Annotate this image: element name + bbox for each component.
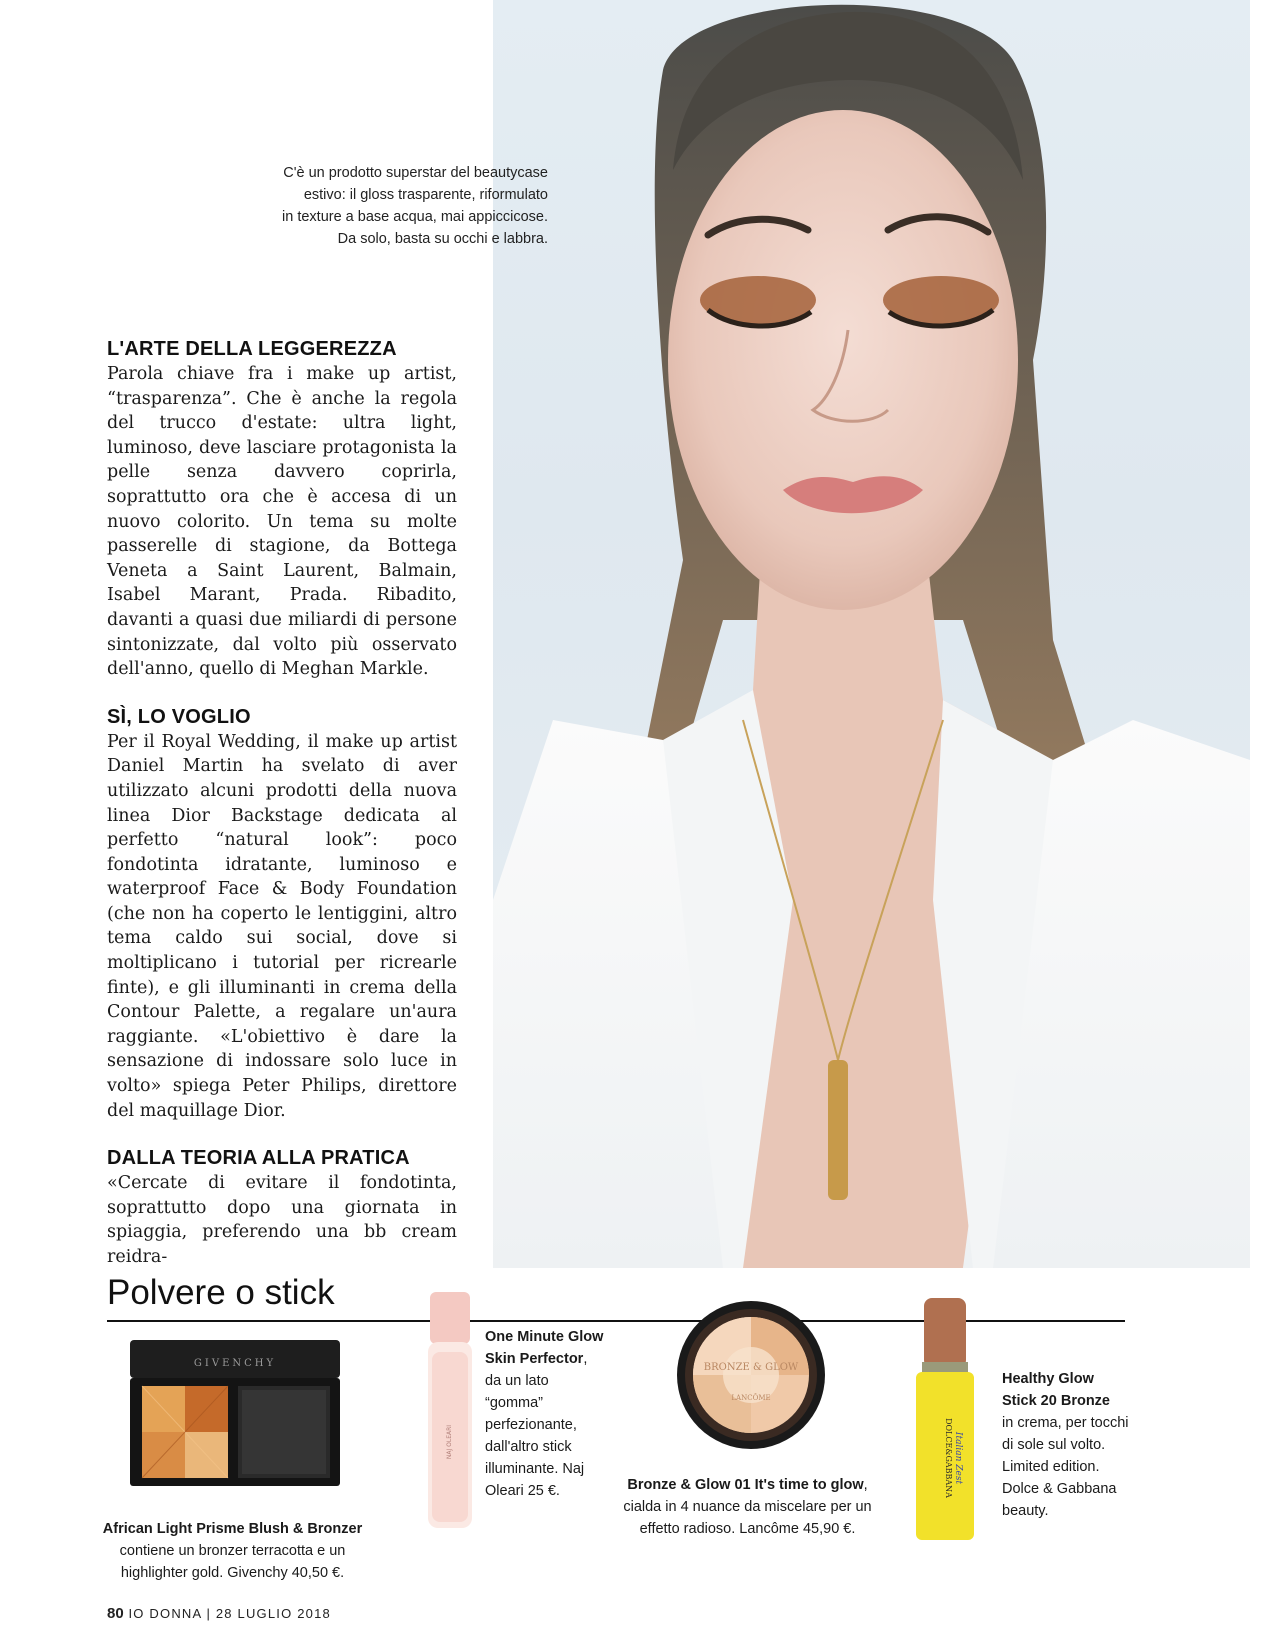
product-caption-naj-oleari [485, 1326, 605, 1502]
naj-oleari-stick-image [424, 1292, 476, 1532]
product-desc: , cialda in 4 nuance da miscelare per un effetto radioso. Lancôme 45,90 €. [623, 1477, 872, 1537]
section-paragraph: Per il Royal Wedding, il make up artist Daniel Martin ha svelato di aver utilizzato alcuni prodotti della nuova linea Dior Backstage dedicata al perfetto “natural look”: poco fondotinta idratante, luminoso e waterproof Face & Body Foundation (che non ha coperto le lentiggini, altro tema caldo sui social, dove si moltiplicano i tutorial per ricrearle finte), e gli illuminanti in crema della Contour Palette, a regalare un'aura raggiante. «L'obiettivo è dare la sensazione di indossare solo luce in volto» spiega Peter Philips, direttore del maquillage Dior. [107, 731, 457, 1121]
dolce-gabbana-wordmark: DOLCE&GABBANA [944, 1418, 953, 1498]
product-desc: , da un lato “gomma” perfezionante, dall'altro stick illuminante. Naj Oleari 25 €. [485, 1351, 588, 1499]
publication-info: IO DONNA | 28 LUGLIO 2018 [128, 1606, 331, 1621]
products-section-title: Polvere o stick [107, 1273, 335, 1312]
caption-line: estivo: il gloss trasparente, riformulato [303, 187, 548, 203]
section-paragraph: «Cercate di evitare il fondotinta, soprattutto dopo una giornata in spiaggia, preferendo una bb cream reidra- [107, 1173, 457, 1267]
caption-line: in texture a base acqua, mai appiccicose. [282, 209, 548, 225]
product-desc: contiene un bronzer terracotta e un highlighter gold. Givenchy 40,50 €. [119, 1543, 346, 1581]
page-footer [107, 1605, 331, 1622]
product-name: One Minute Glow Skin Perfector [485, 1329, 604, 1367]
section-heading: SÌ, LO VOGLIO [107, 705, 251, 728]
product-name: African Light Prisme Blush & Bronzer [102, 1521, 363, 1537]
naj-oleari-wordmark: NAJ OLEARI [446, 1424, 453, 1460]
product-desc: in crema, per tocchi di sole sul volto. Limited edition. Dolce & Gabbana beauty. [1002, 1415, 1129, 1519]
model-portrait-illustration [493, 0, 1250, 1268]
article-body [107, 336, 457, 1292]
product-name: Bronze & Glow 01 It's time to glow [627, 1477, 864, 1493]
section-heading: L'ARTE DELLA LEGGEREZZA [107, 338, 397, 360]
section-heading: DALLA TEORIA ALLA PRATICA [107, 1147, 410, 1170]
dolce-gabbana-stick-image [910, 1298, 980, 1542]
product-caption-givenchy [100, 1518, 365, 1584]
photo-caption [200, 162, 548, 250]
bronze-glow-wordmark: BRONZE & GLOW [703, 1362, 799, 1373]
product-caption-lancome [610, 1474, 885, 1540]
product-name: Healthy Glow Stick 20 Bronze [1002, 1371, 1110, 1409]
givenchy-wordmark: GIVENCHY [193, 1358, 277, 1369]
section-paragraph: Parola chiave fra i make up artist, “trasparenza”. Che è anche la regola del trucco d'estate: ultra light, luminoso, deve lasciare protagonista la pelle senza davvero coprirla, soprattutto ora che è accesa di un nuovo colorito. Un tema su molte passerelle di stagione, da Bottega Veneta a Saint Laurent, Balmain, Isabel Marant, Prada. Ribadito, davanti a quasi due miliardi di persone sintonizzate, dal volto più osservato dell'anno, quello di Meghan Markle. [107, 364, 457, 680]
italian-zest-wordmark: Italian Zest [953, 1431, 963, 1485]
page-number: 80 [107, 1605, 124, 1622]
hero-photo [493, 0, 1250, 1268]
caption-line: Da solo, basta su occhi e labbra. [337, 231, 548, 247]
givenchy-palette-image [130, 1340, 340, 1490]
caption-line: C'è un prodotto superstar del beautycase [283, 165, 548, 181]
lancome-compact-image [676, 1300, 826, 1450]
lancome-wordmark: LANCÔME [731, 1394, 771, 1402]
product-caption-dolce-gabbana [1002, 1368, 1130, 1522]
